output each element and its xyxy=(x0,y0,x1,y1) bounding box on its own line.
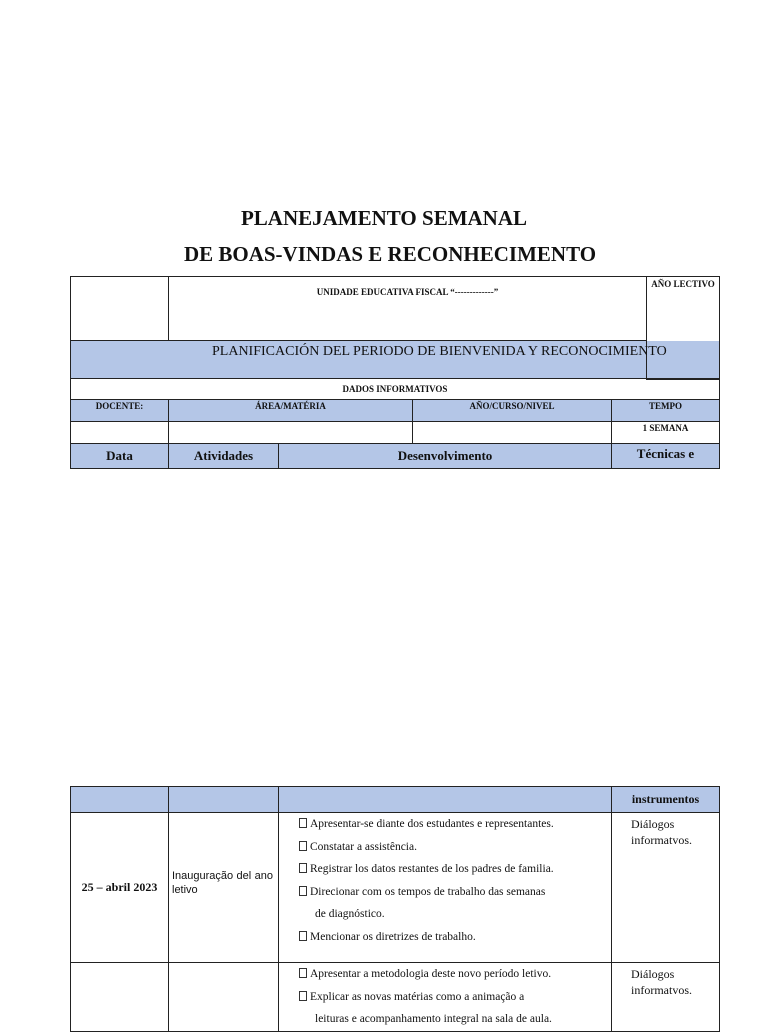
row1-development xyxy=(278,812,612,963)
logo-cell xyxy=(70,276,169,341)
cont-header-data xyxy=(70,786,169,813)
col-desenvolvimento: Desenvolvimento xyxy=(278,443,612,469)
list-item: Apresentar a metodologia deste novo período letivo. xyxy=(299,963,611,986)
label-tempo: TEMPO xyxy=(611,399,720,422)
col-atividades: Atividades xyxy=(168,443,279,469)
col-tecnicas: Técnicas e xyxy=(611,443,720,469)
page-title-line1: PLANEJAMENTO SEMANAL xyxy=(240,206,528,230)
checkbox-icon xyxy=(299,818,307,828)
dados-informativos: DADOS INFORMATIVOS xyxy=(70,378,720,400)
checkbox-icon xyxy=(299,886,307,896)
row2-technique: Diálogos informatvos. xyxy=(611,962,720,1032)
list-item: Registrar los datos restantes de los padres de familia. xyxy=(299,858,611,881)
planificacion-banner xyxy=(70,340,667,379)
label-docente: DOCENTE: xyxy=(70,399,169,422)
row1-activity: Inauguração del ano letivo xyxy=(168,812,279,963)
ano-lectivo: AÑO LECTIVO xyxy=(646,276,720,380)
checkbox-icon xyxy=(299,931,307,941)
page-title-line2: DE BOAS-VINDAS E RECONHECIMENTO xyxy=(183,242,597,266)
value-area xyxy=(168,421,413,444)
label-ano-curso: AÑO/CURSO/NIVEL xyxy=(412,399,612,422)
col-data: Data xyxy=(70,443,169,469)
label-area: ÁREA/MATÉRIA xyxy=(168,399,413,422)
row1-date: 25 – abril 2023 xyxy=(70,812,169,963)
cont-header-atividades xyxy=(168,786,279,813)
activity-table xyxy=(70,786,720,1026)
list-item: Explicar as novas matérias como a animação a xyxy=(299,986,611,1009)
header-table xyxy=(70,276,720,469)
col-instrumentos: instrumentos xyxy=(611,786,720,813)
list-item: Constatar a assistência. xyxy=(299,836,611,859)
planificacion-text: PLANIFICACIÓN DEL PERIODO DE BIENVENIDA Y RECONOCIMIENTO xyxy=(212,344,667,359)
list-item-continuation: de diagnóstico. xyxy=(315,908,385,920)
checkbox-icon xyxy=(299,991,307,1001)
value-ano-curso xyxy=(412,421,612,444)
row1-technique: Diálogos informatvos. xyxy=(611,812,720,963)
list-item: Mencionar os diretrizes de trabalho. xyxy=(299,926,611,949)
row2-activity xyxy=(168,962,279,1032)
checkbox-icon xyxy=(299,863,307,873)
cont-header-desenvolvimento xyxy=(278,786,612,813)
list-item-continuation: leituras e acompanhamento integral na sala de aula. xyxy=(315,1013,552,1025)
checkbox-icon xyxy=(299,968,307,978)
checkbox-icon xyxy=(299,841,307,851)
list-item: Apresentar-se diante dos estudantes e representantes. xyxy=(299,813,611,836)
value-docente xyxy=(70,421,169,444)
row2-development xyxy=(278,962,612,1032)
unidade-educativa: UNIDADE EDUCATIVA FISCAL “-------------” xyxy=(168,276,647,341)
value-tempo: 1 SEMANA xyxy=(611,421,720,444)
list-item: Direcionar com os tempos de trabalho das semanas xyxy=(299,881,611,904)
row2-date xyxy=(70,962,169,1032)
